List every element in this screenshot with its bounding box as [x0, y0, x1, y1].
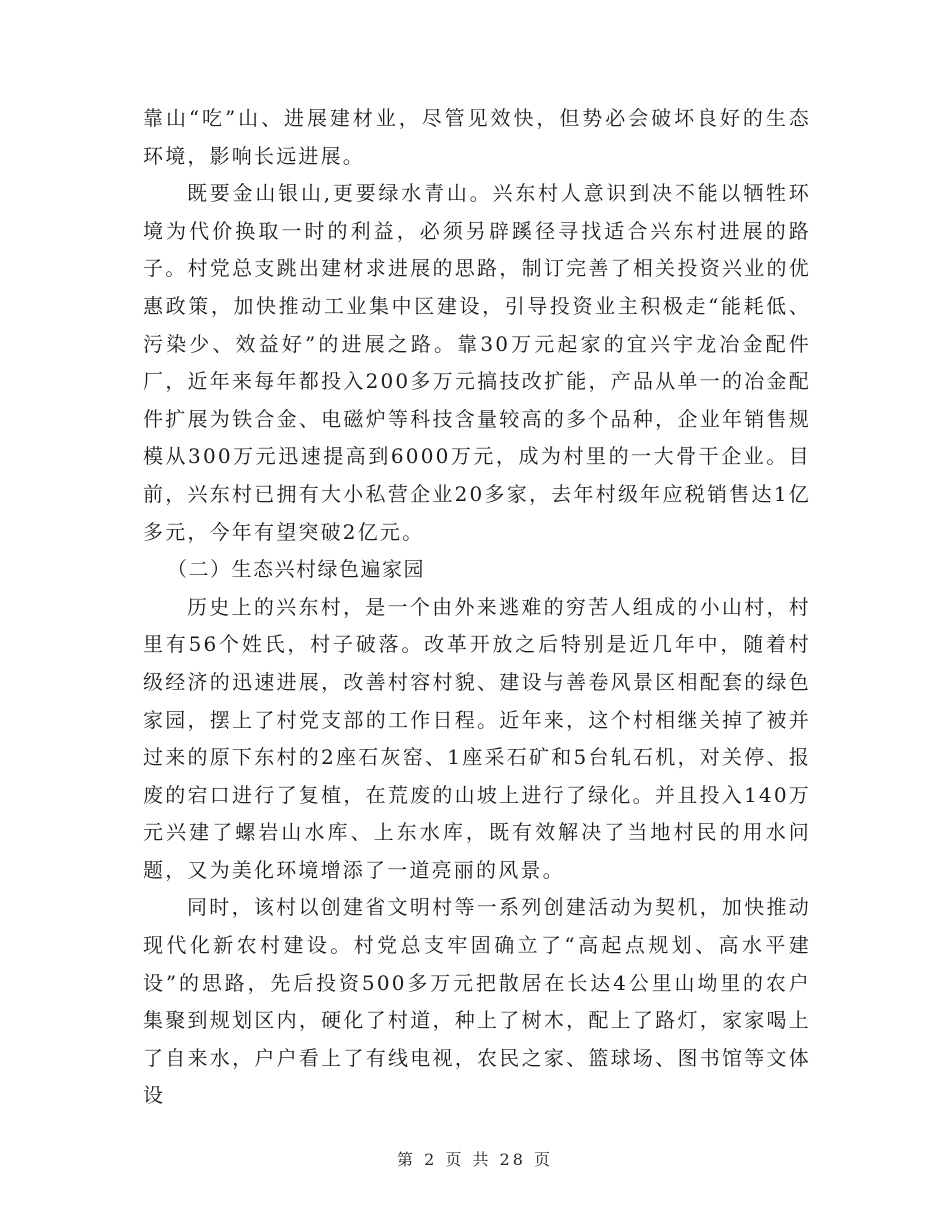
- section-heading: （二）生态兴村绿色遍家园: [167, 557, 425, 582]
- paragraph-modernization: 同时，该村以创建省文明村等一系列创建活动为契机，加快推动现代化新农村建设。村党总支牢固确立了“高起点规划、高水平建设”的思路，先后投资500多万元把散居在长达4公里山坳里的农户集聚到规划区内，硬化了村道，种上了树木，配上了路灯，家家喝上了自来水，户户看上了有线电视，农民之家、篮球场、图书馆等文体设: [143, 895, 811, 1108]
- paragraph-continuation: 靠山“吃”山、进展建材业，尽管见效快，但势必会破坏良好的生态环境，影响长远进展。: [143, 106, 811, 168]
- page-number-footer: 第 2 页 共 28 页: [397, 1150, 553, 1169]
- document-body: [143, 100, 811, 1115]
- paragraph-village-history: 历史上的兴东村，是一个由外来逃难的穷苦人组成的小山村，村里有56个姓氏，村子破落。改革开放之后特别是近几年中，随着村级经济的迅速进展，改善村容村貌、建设与善卷风景区相配套的绿色家园，摆上了村党支部的工作日程。近年来，这个村相继关掉了被并过来的原下东村的2座石灰窑、1座采石矿和5台轧石机，对关停、报废的宕口进行了复植，在荒废的山坡上进行了绿化。并且投入140万元兴建了螺岩山水库、上东水库，既有效解决了当地村民的用水问题，又为美化环境增添了一道亮丽的风景。: [143, 594, 811, 882]
- paragraph-green-mountains: 既要金山银山,更要绿水青山。兴东村人意识到决不能以牺牲环境为代价换取一时的利益，必须另辟蹊径寻找适合兴东村进展的路子。村党总支跳出建材求进展的思路，制订完善了相关投资兴业的优惠政策，加快推动工业集中区建设，引导投资业主积极走“能耗低、污染少、效益好”的进展之路。靠30万元起家的宜兴宇龙冶金配件厂，近年来每年都投入200多万元搞技改扩能，产品从单一的冶金配件扩展为铁合金、电磁炉等科技含量较高的多个品种，企业年销售规模从300万元迅速提高到6000万元，成为村里的一大骨干企业。目前，兴东村已拥有大小私营企业20多家，去年村级年应税销售达1亿多元，今年有望突破2亿元。: [143, 181, 811, 544]
